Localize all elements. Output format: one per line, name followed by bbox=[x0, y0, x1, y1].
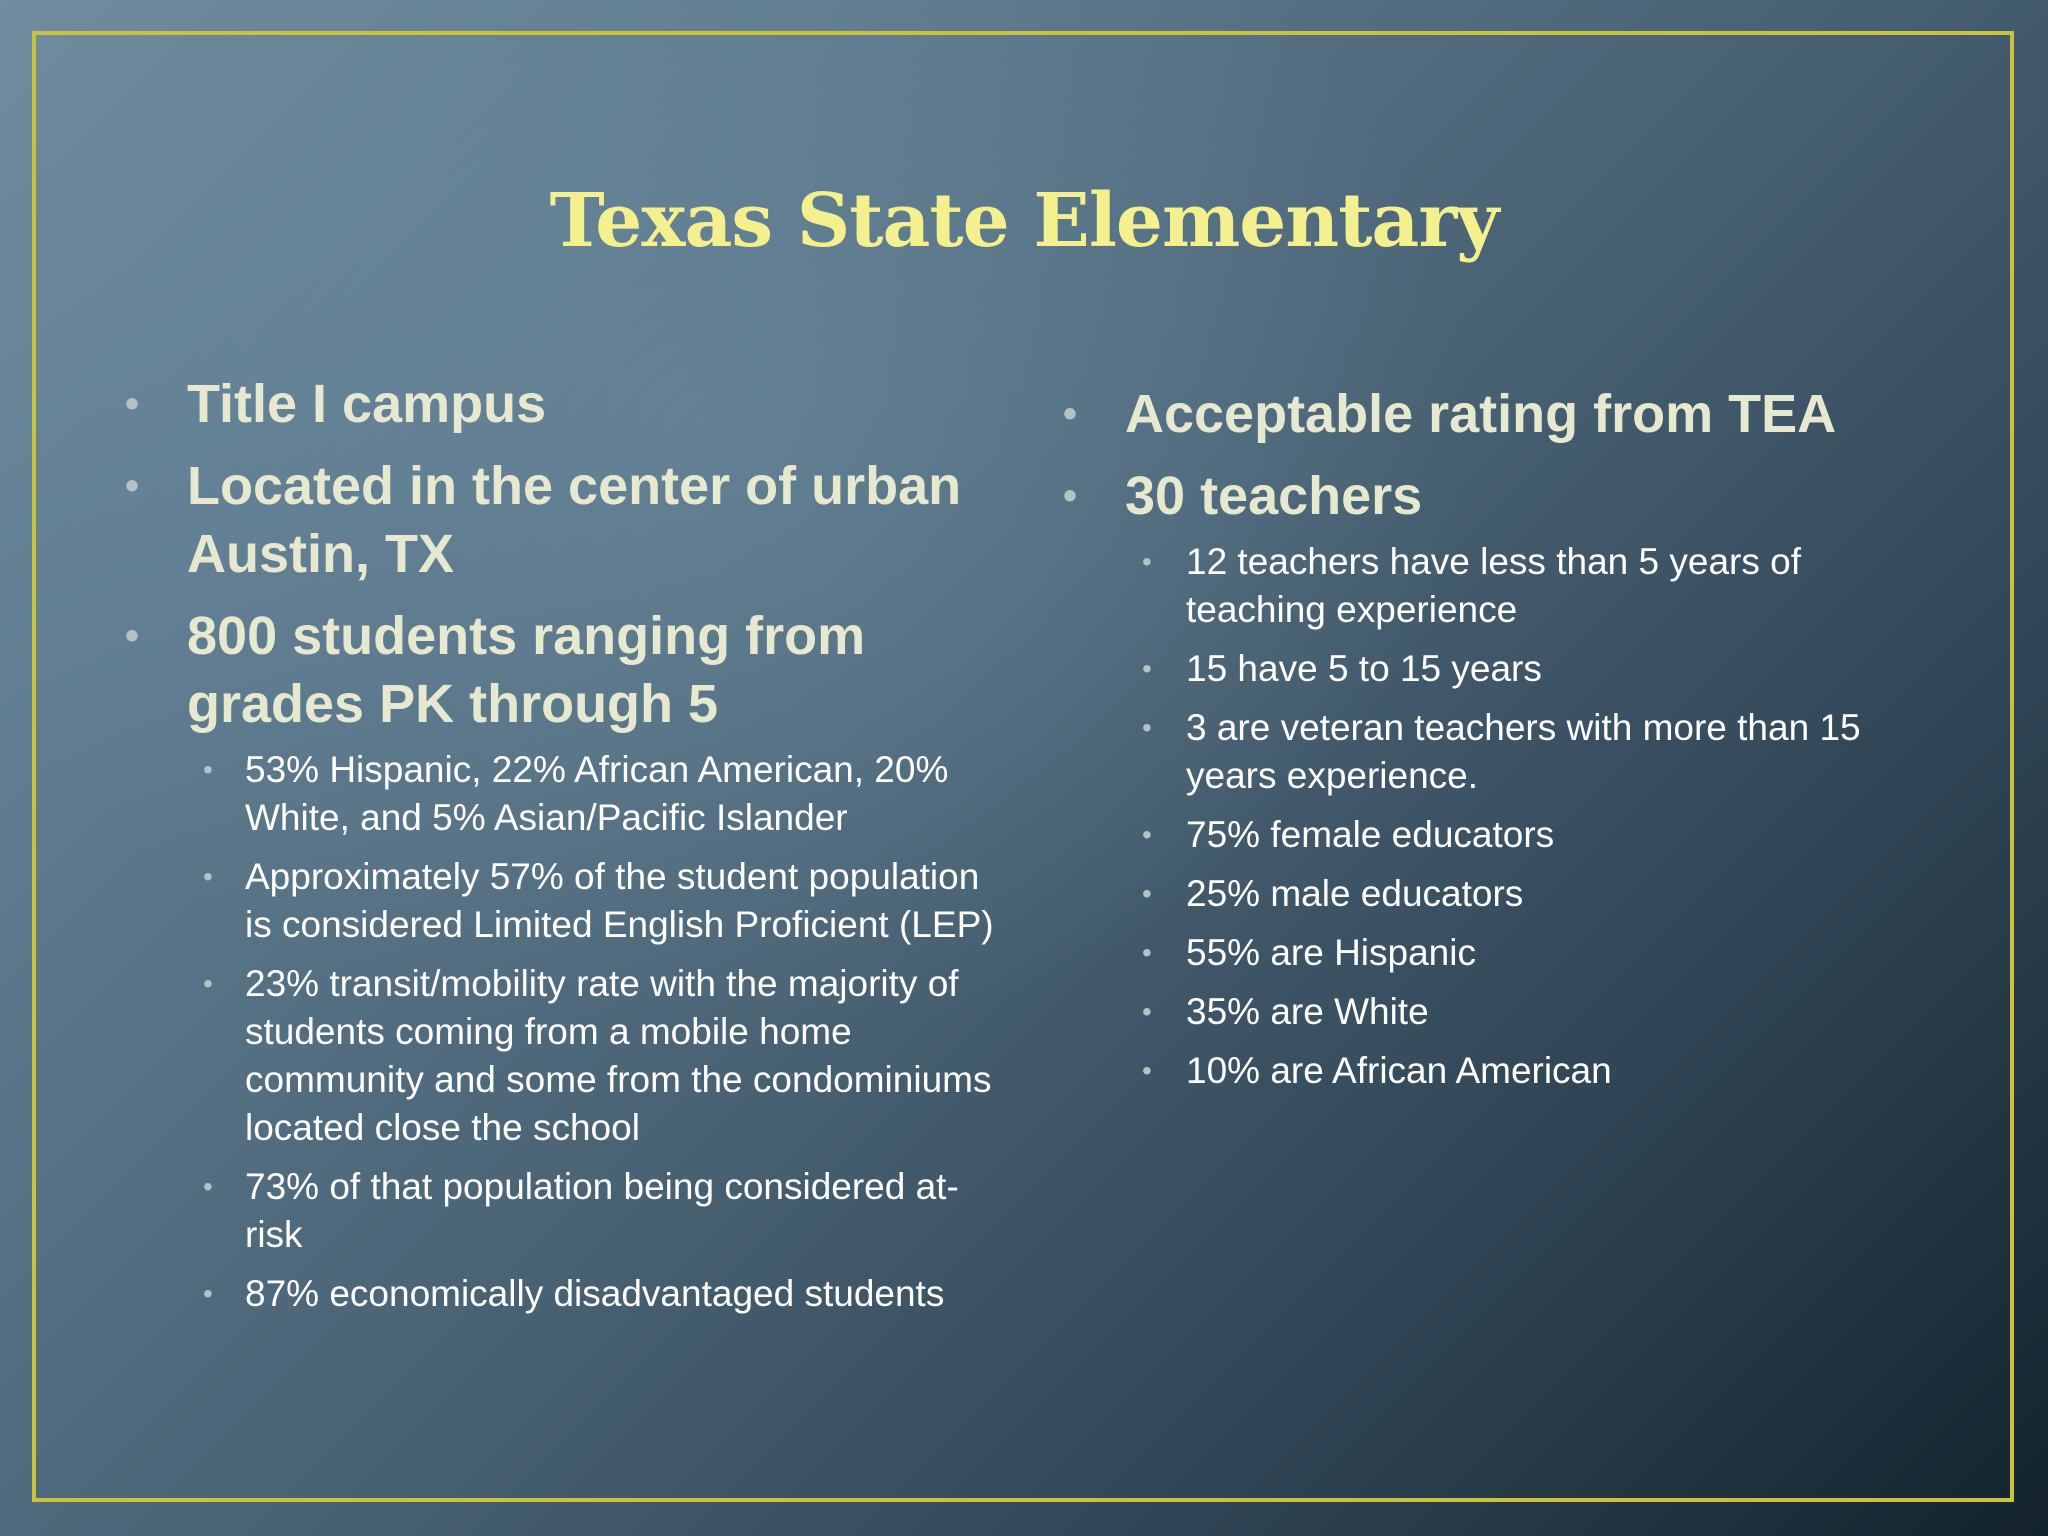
sub-bullet-text: 10% are African American bbox=[1186, 1050, 1612, 1091]
teacher-detail-list bbox=[1063, 538, 1943, 1095]
bullet-icon: • bbox=[203, 754, 213, 785]
bullet-item-teachers bbox=[1063, 462, 1943, 530]
bullet-text: Located in the center of urban Austin, TX bbox=[187, 456, 962, 584]
sub-bullet-text: 87% economically disadvantaged students bbox=[245, 1273, 945, 1314]
sub-bullet-text: 23% transit/mobility rate with the majority of students coming from a mobile home community and some from the condominiums located close the school bbox=[245, 963, 992, 1148]
sub-bullet-text: 12 teachers have less than 5 years of teaching experience bbox=[1186, 541, 1801, 630]
student-detail-list bbox=[125, 746, 1005, 1318]
sub-bullet-text: 35% are White bbox=[1186, 991, 1429, 1032]
bullet-text: 30 teachers bbox=[1125, 466, 1423, 526]
left-bullet-list bbox=[125, 370, 1005, 1329]
bullet-icon: • bbox=[203, 968, 213, 999]
bullet-icon: • bbox=[1142, 996, 1152, 1027]
sub-bullet-white bbox=[1063, 988, 1943, 1036]
bullet-icon: • bbox=[125, 464, 140, 508]
student-details bbox=[125, 746, 1005, 1318]
bullet-icon: • bbox=[1142, 1055, 1152, 1086]
bullet-text: Title I campus bbox=[187, 374, 547, 434]
sub-bullet-female bbox=[1063, 811, 1943, 859]
sub-bullet-text: 75% female educators bbox=[1186, 814, 1555, 855]
bullet-icon: • bbox=[1142, 819, 1152, 850]
bullet-item-rating bbox=[1063, 380, 1943, 448]
teacher-details bbox=[1063, 538, 1943, 1095]
bullet-icon: • bbox=[1142, 712, 1152, 743]
bullet-icon: • bbox=[203, 861, 213, 892]
bullet-item-location bbox=[125, 452, 1005, 588]
bullet-icon: • bbox=[1142, 937, 1152, 968]
bullet-icon: • bbox=[203, 1171, 213, 1202]
sub-bullet-mobility bbox=[125, 960, 1005, 1152]
bullet-icon: • bbox=[125, 614, 140, 658]
bullet-text: 800 students ranging from grades PK through 5 bbox=[187, 606, 866, 734]
bullet-icon: • bbox=[1063, 392, 1078, 436]
sub-bullet-text: 25% male educators bbox=[1186, 873, 1524, 914]
sub-bullet-text: 55% are Hispanic bbox=[1186, 932, 1476, 973]
sub-bullet-hispanic bbox=[1063, 929, 1943, 977]
sub-bullet-text: 73% of that population being considered at-risk bbox=[245, 1166, 959, 1255]
sub-bullet-ethnicity bbox=[125, 746, 1005, 842]
bullet-icon: • bbox=[1142, 546, 1152, 577]
bullet-icon: • bbox=[1142, 653, 1152, 684]
sub-bullet-text: 53% Hispanic, 22% African American, 20% White, and 5% Asian/Pacific Islander bbox=[245, 749, 949, 838]
sub-bullet-male bbox=[1063, 870, 1943, 918]
bullet-item-title-i bbox=[125, 370, 1005, 438]
sub-bullet-lep bbox=[125, 853, 1005, 949]
bullet-text: Acceptable rating from TEA bbox=[1125, 384, 1837, 444]
sub-bullet-mid-teachers bbox=[1063, 645, 1943, 693]
bullet-icon: • bbox=[125, 382, 140, 426]
sub-bullet-african-american bbox=[1063, 1047, 1943, 1095]
sub-bullet-veteran-teachers bbox=[1063, 704, 1943, 800]
slide-title: Texas State Elementary bbox=[549, 178, 1499, 264]
bullet-icon: • bbox=[1063, 474, 1078, 518]
bullet-item-students bbox=[125, 602, 1005, 738]
bullet-icon: • bbox=[1142, 878, 1152, 909]
right-bullet-list bbox=[1063, 380, 1943, 1106]
bullet-icon: • bbox=[203, 1278, 213, 1309]
sub-bullet-new-teachers bbox=[1063, 538, 1943, 634]
sub-bullet-text: Approximately 57% of the student population is considered Limited English Proficient (LEP) bbox=[245, 856, 994, 945]
sub-bullet-text: 3 are veteran teachers with more than 15 years experience. bbox=[1186, 707, 1861, 796]
sub-bullet-text: 15 have 5 to 15 years bbox=[1186, 648, 1542, 689]
sub-bullet-economic bbox=[125, 1270, 1005, 1318]
sub-bullet-at-risk bbox=[125, 1163, 1005, 1259]
